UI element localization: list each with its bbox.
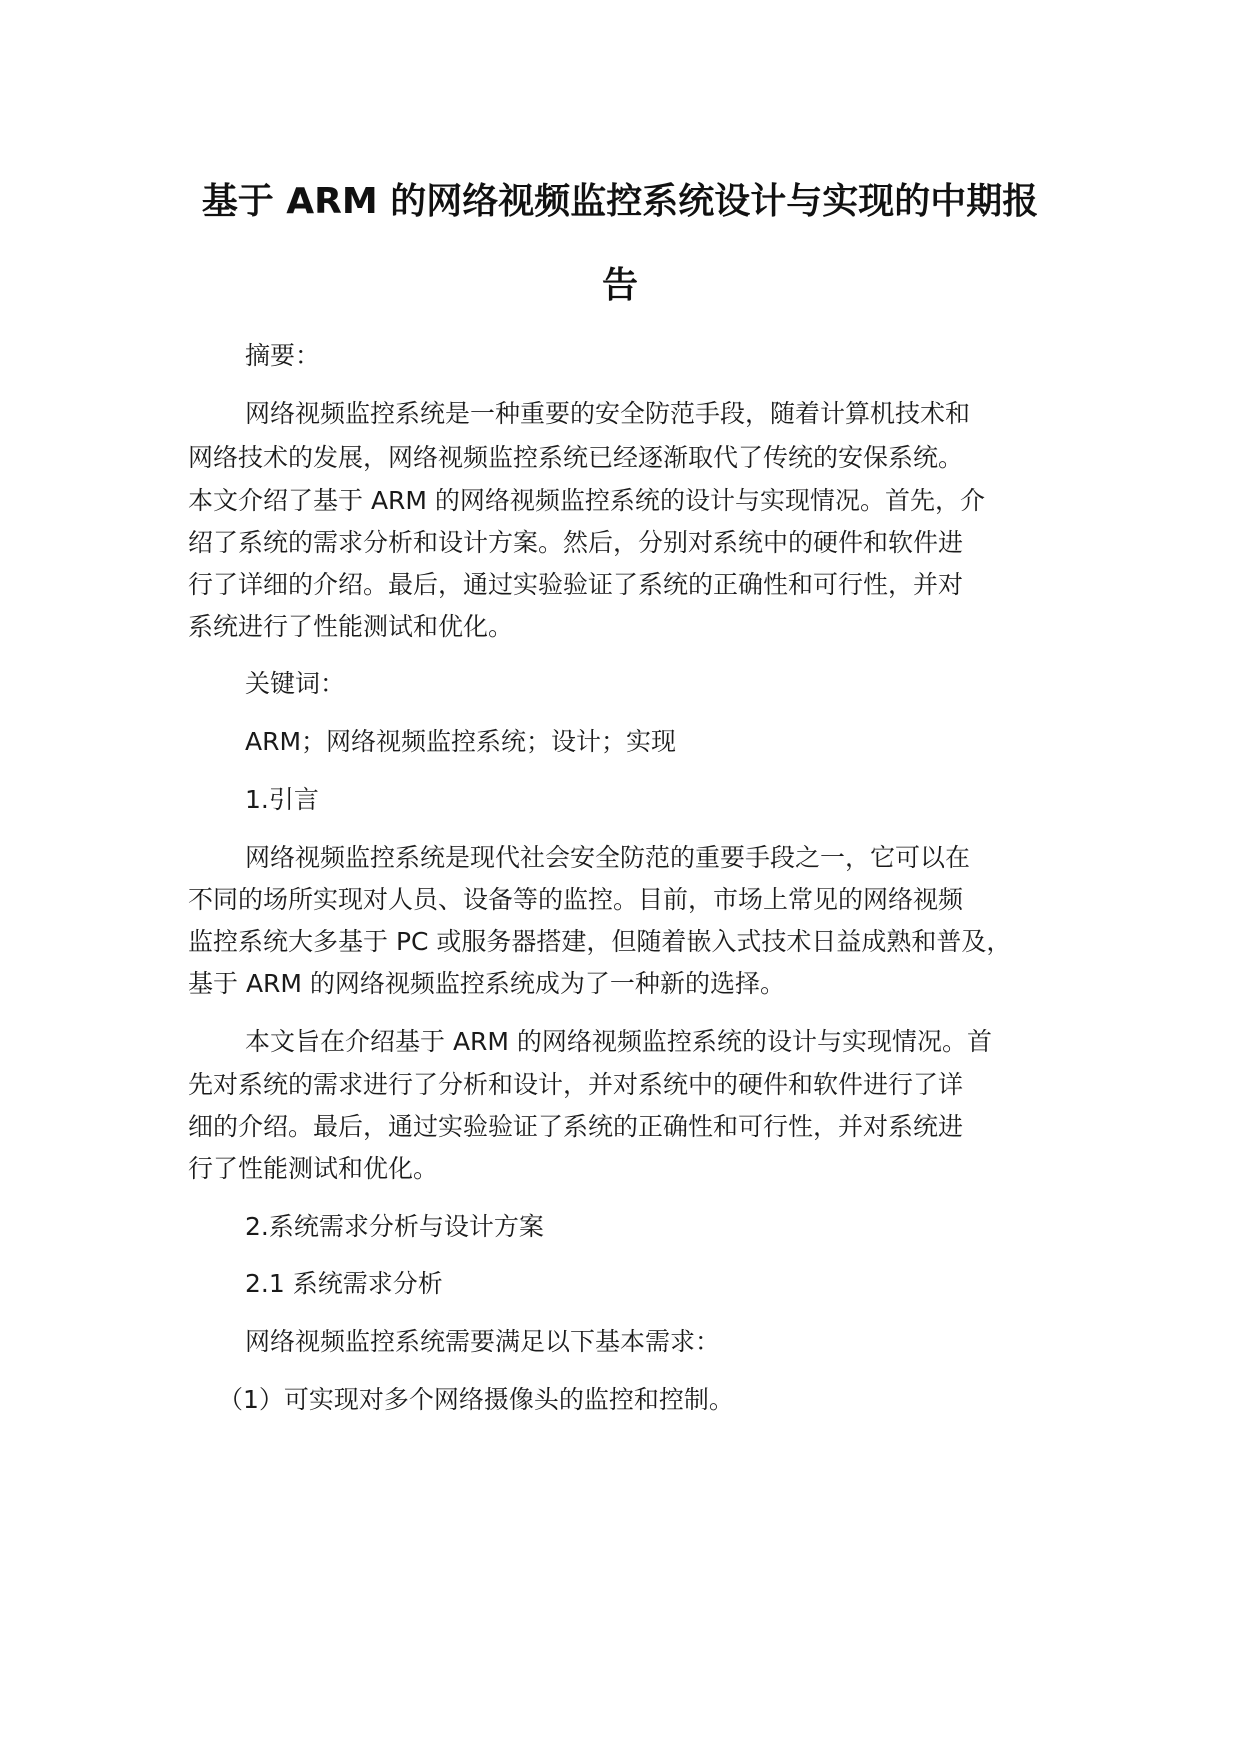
- section-2-heading: 2.系统需求分析与设计方案: [245, 1212, 544, 1241]
- abstract-heading: 摘要：: [245, 341, 321, 370]
- section-1-paragraph-2-line: 细的介绍。最后，通过实验验证了系统的正确性和可行性，并对系统进: [188, 1112, 964, 1141]
- section-1-paragraph-2-line: 本文旨在介绍基于 ARM 的网络视频监控系统的设计与实现情况。首: [245, 1027, 992, 1056]
- section-1-paragraph-2-line: 先对系统的需求进行了分析和设计，并对系统中的硬件和软件进行了详: [188, 1070, 964, 1099]
- section-1-paragraph-2-line: 行了性能测试和优化。: [188, 1154, 439, 1183]
- abstract-line: 网络视频监控系统是一种重要的安全防范手段，随着计算机技术和: [245, 399, 971, 428]
- section-1-paragraph-line: 监控系统大多基于 PC 或服务器搭建，但随着嵌入式技术日益成熟和普及，: [188, 927, 1012, 956]
- keywords-heading: 关键词：: [245, 669, 346, 698]
- abstract-line: 本文介绍了基于 ARM 的网络视频监控系统的设计与实现情况。首先，介: [188, 486, 985, 515]
- abstract-line: 网络技术的发展，网络视频监控系统已经逐渐取代了传统的安保系统。: [188, 443, 964, 472]
- requirements-intro: 网络视频监控系统需要满足以下基本需求：: [245, 1327, 721, 1356]
- document-title-line-1: 基于 ARM 的网络视频监控系统设计与实现的中期报: [201, 181, 1039, 222]
- keywords-text: ARM；网络视频监控系统；设计；实现: [245, 727, 677, 756]
- document-title-line-2: 告: [601, 265, 638, 306]
- section-1-paragraph-line: 不同的场所实现对人员、设备等的监控。目前，市场上常见的网络视频: [188, 885, 964, 914]
- requirement-item-1: （1）可实现对多个网络摄像头的监控和控制。: [218, 1385, 734, 1414]
- section-2-1-heading: 2.1 系统需求分析: [245, 1269, 443, 1298]
- section-1-paragraph-line: 网络视频监控系统是现代社会安全防范的重要手段之一，它可以在: [245, 843, 971, 872]
- abstract-line: 绍了系统的需求分析和设计方案。然后，分别对系统中的硬件和软件进: [188, 528, 964, 557]
- abstract-line: 行了详细的介绍。最后，通过实验验证了系统的正确性和可行性，并对: [188, 570, 964, 599]
- section-1-paragraph-line: 基于 ARM 的网络视频监控系统成为了一种新的选择。: [188, 969, 785, 998]
- section-1-heading: 1.引言: [245, 785, 319, 814]
- abstract-line: 系统进行了性能测试和优化。: [188, 612, 514, 641]
